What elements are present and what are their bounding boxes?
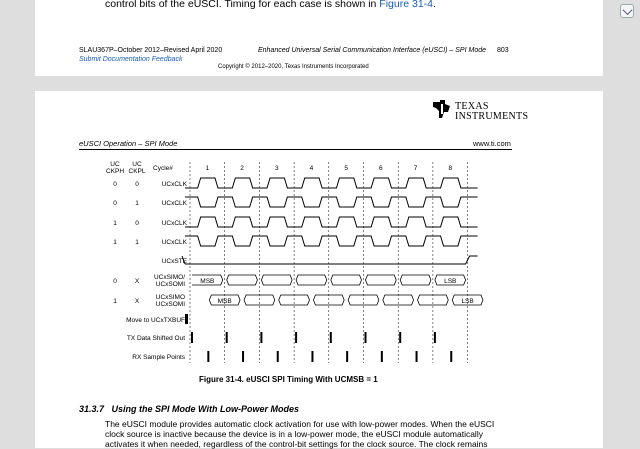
ckph-header: UC <box>110 161 120 168</box>
section-heading <box>79 404 299 414</box>
tx-shift-marker <box>191 332 193 343</box>
page-header-title: Enhanced Universal Serial Communication Interface (eUSCI) – SPI Mode <box>258 47 486 54</box>
rx-sample-marker <box>207 351 209 362</box>
ckpl-value: 0 <box>135 220 139 227</box>
ste-waveform <box>185 256 478 264</box>
rx-sample-label: RX Sample Points <box>132 354 185 361</box>
clock-waveform <box>185 236 478 246</box>
body-line: The eUSCI module provides automatic clock activation for use with low-power modes. When the eUSCI <box>105 419 495 429</box>
ckph-value: 1 <box>113 220 117 227</box>
figure-caption: Figure 31-4. eUSCI SPI Timing With UCMSB = 1 <box>199 375 378 384</box>
ckph-value: 1 <box>113 298 117 305</box>
section-title: Using the SPI Mode With Low-Power Modes <box>111 404 299 414</box>
data-bit-cell <box>227 275 258 285</box>
figure-link[interactable]: Figure 31-4 <box>379 0 433 10</box>
spi-timing-diagram <box>35 91 603 371</box>
ckpl-value: 1 <box>135 200 139 207</box>
msb-label: MSB <box>217 298 232 305</box>
ckpl-value: 1 <box>135 239 139 246</box>
cycle-number: 1 <box>205 165 210 172</box>
clock-signal-label: UCxCLK <box>161 220 187 227</box>
rx-sample-marker <box>346 351 348 362</box>
body-line: activates it when needed, regardless of the control-bit settings for the clock source. The clock remains <box>105 439 488 449</box>
clock-waveform <box>185 178 478 188</box>
move-to-txbuf-pulse <box>185 314 188 324</box>
pdf-page-current <box>35 91 603 448</box>
rx-sample-marker <box>381 351 383 362</box>
tx-data-label: TX Data Shifted Out <box>126 335 185 342</box>
rx-sample-marker <box>450 351 452 362</box>
rx-sample-marker <box>311 351 313 362</box>
data-bit-cell <box>261 275 292 285</box>
cycle-number: 6 <box>379 165 383 172</box>
tx-shift-marker <box>365 332 367 343</box>
data-bit-cell <box>296 275 327 285</box>
ckpl-value: X <box>134 278 140 285</box>
ckph-value: 0 <box>113 278 117 285</box>
tx-shift-marker <box>226 332 228 343</box>
section-number: 31.3.7 <box>79 404 105 414</box>
body-text-line: control bits of the eUSCI. Timing for each case is shown in Figure 31-4. <box>105 0 436 10</box>
pdf-page-previous <box>35 0 603 76</box>
ckph-value: 0 <box>113 181 117 188</box>
move-to-txbuf-label: Move to UCxTXBUF <box>126 317 185 324</box>
lsb-label: LSB <box>461 298 474 305</box>
tx-shift-marker <box>399 332 401 343</box>
tx-shift-marker <box>434 332 436 343</box>
ste-signal-label: UCxSTE <box>161 258 187 265</box>
cycle-number: 7 <box>413 165 418 172</box>
clock-signal-label: UCxCLK <box>161 239 187 246</box>
ckpl-header: CKPL <box>128 168 146 175</box>
cycle-number: 3 <box>274 165 279 172</box>
submit-feedback-link[interactable]: Submit Documentation Feedback <box>79 56 183 63</box>
msb-label: MSB <box>200 278 215 285</box>
clock-signal-label: UCxCLK <box>161 200 187 207</box>
logo-text-line2: INSTRUMENTS <box>455 111 529 122</box>
website-text: www.ti.com <box>473 139 511 148</box>
ckpl-value: X <box>134 298 140 305</box>
cycle-number: 8 <box>448 165 453 172</box>
rx-sample-marker <box>277 351 279 362</box>
data-signal-label: UCxSOMI <box>155 281 185 288</box>
ckph-value: 0 <box>113 200 117 207</box>
body-paragraph <box>105 419 494 449</box>
cycle-number: 2 <box>240 165 244 172</box>
ckph-value: 1 <box>113 239 117 246</box>
page-number: 803 <box>497 47 509 54</box>
body-line: clock source is inactive because the device is in a low-power mode, the eUSCI module automatically <box>105 429 483 439</box>
data-bit-cell <box>331 275 362 285</box>
ckpl-header: UC <box>132 161 142 168</box>
rx-sample-marker <box>242 351 244 362</box>
data-signal-label: UCxSOMI <box>155 301 185 308</box>
logo-text-line1: TEXAS <box>455 101 489 112</box>
data-bit-cell <box>366 275 397 285</box>
clock-waveform <box>185 197 478 207</box>
lsb-label: LSB <box>444 278 457 285</box>
data-signal-label: UCxSIMO/ <box>153 274 185 281</box>
cycle-header: Cycle# <box>153 165 173 172</box>
scroll-down-button[interactable] <box>620 4 634 18</box>
rx-sample-marker <box>416 351 418 362</box>
data-bit-cell <box>400 275 431 285</box>
section-header: eUSCI Operation – SPI Mode <box>79 139 178 148</box>
tx-shift-marker <box>260 332 262 343</box>
ckpl-value: 0 <box>135 181 139 188</box>
cycle-number: 5 <box>344 165 348 172</box>
copyright: Copyright © 2012–2020, Texas Instruments Incorporated <box>218 64 369 70</box>
clock-signal-label: UCxCLK <box>161 181 187 188</box>
data-signal-label: UCxSIMO <box>155 294 185 301</box>
tx-shift-marker <box>330 332 332 343</box>
tx-shift-marker <box>295 332 297 343</box>
document-id: SLAU367P–October 2012–Revised April 2020 <box>79 47 223 54</box>
clock-waveform <box>185 217 478 227</box>
ckph-header: CKPH <box>105 168 125 175</box>
cycle-number: 4 <box>309 165 314 172</box>
